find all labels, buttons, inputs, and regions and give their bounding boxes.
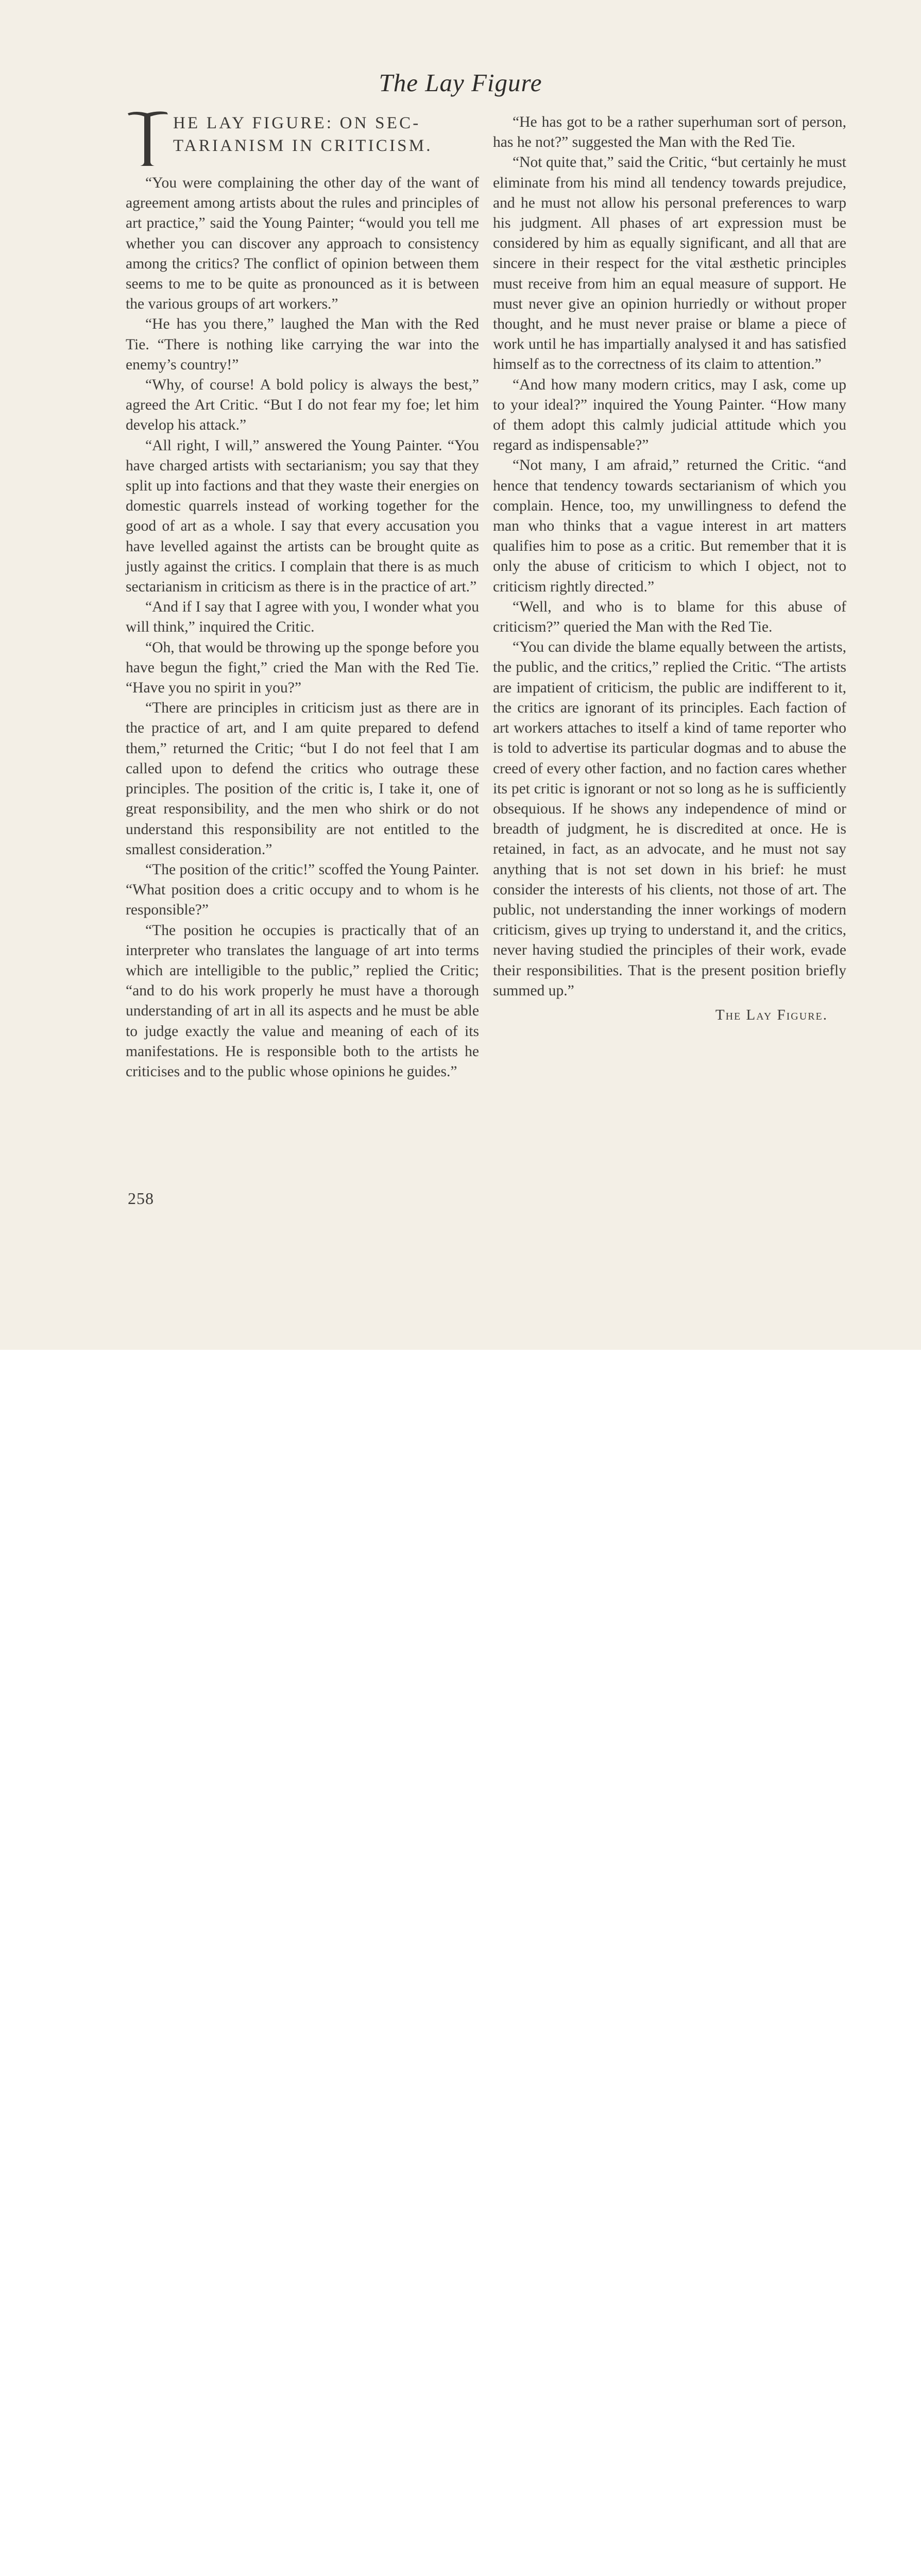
paragraph: “And how many modern critics, may I ask, come up to your ideal?” inquired the Young Painter. “How many of them adopt this calmly judicial attitude which you regard as indispensable?”: [493, 376, 846, 454]
page-number: 258: [128, 1189, 154, 1208]
paragraph: “The position he occupies is practically that of an interpreter who translates the language of art into terms which are intelligible to the public,” replied the Critic; “and to do his work properly he must have a thorough understanding of art in all its aspects and he must be able to judge exactly the value and meaning of each of its manifestations. He is responsible both to the artists he criticises and to the public whose opinions he guides.”: [126, 922, 479, 1080]
article-title: [126, 112, 479, 170]
paragraph: “Why, of course! A bold policy is always the best,” agreed the Art Critic. “But I do not fear my foe; let him develop his attack.”: [126, 377, 479, 434]
paragraph: “He has you there,” laughed the Man with the Red Tie. “There is nothing like carrying the war into the enemy’s country!”: [126, 316, 479, 373]
paragraph: “Not quite that,” said the Critic, “but certainly he must eliminate from his mind all tendency towards prejudice, and he must not allow his personal preferences to warp his judgment. All phases of art expression must be considered by him as equally significant, and all that are sincere in their respect for the vital æsthetic principles must receive from him an equal measure of support. He must never give an opinion hurriedly or without proper thought, and he must never praise or blame a piece of work until he has impartially analysed it and has satisfied himself as to the correctness of its claim to attention.”: [493, 154, 846, 373]
paragraph: “You can divide the blame equally between the artists, the public, and the critics,” replied the Critic. “The artists are impatient of criticism, the public are indifferent to it, the critics are ignorant of its principles. Each faction of art workers attaches to itself a kind of tame reporter who is told to advertise its particular dogmas and to abuse the creed of every other faction, and no faction cares whether its pet critic is ignorant or not so long as he is sufficiently obsequious. If he shows any independence of mind or breadth of judgment, he is discredited at once. He is retained, in fact, as an advocate, and he must not say anything that is not set down in his brief: he must consider the interests of his clients, not those of art. The public, not understanding the inner workings of modern criticism, gives up trying to understand it, and the critics, never having studied the principles of their work, evade their responsibilities. That is the present position briefly summed up.”: [493, 639, 846, 999]
paragraph: “Oh, that would be throwing up the sponge before you have begun the fight,” cried the Man with the Red Tie. “Have you no spirit in you?”: [126, 639, 479, 697]
running-head: The Lay Figure: [379, 69, 542, 97]
paragraph: “Not many, I am afraid,” returned the Critic. “and hence that tendency towards sectarianism of which you complain. Hence, too, my unwillingness to defend the man who thinks that a vague interest in art matters qualifies him to pose as a critic. But remember that it is only the abuse of criticism to which I object, not to criticism rightly directed.”: [493, 457, 846, 595]
drop-cap-t: [126, 110, 169, 167]
author-signature: The Lay Figure.: [715, 1006, 828, 1023]
paragraph: “The position of the critic!” scoffed the Young Painter. “What position does a critic occupy and to whom is he responsible?”: [126, 861, 479, 919]
viewer-footer: [0, 1350, 921, 1393]
title-line-1: HE LAY FIGURE: ON SEC-: [173, 114, 421, 132]
paragraph: “And if I say that I agree with you, I wonder what you will think,” inquired the Critic.: [126, 599, 479, 636]
paragraph: “There are principles in criticism just as there are in the practice of art, and I am quite prepared to defend them,” returned the Critic; “but I do not feel that I am called upon to defend the critics who outrage these principles. The position of the critic is, I take it, one of great responsibility, and the men who shirk or do not understand this responsibility are not entitled to the smallest consideration.”: [126, 700, 479, 858]
left-column: [126, 112, 479, 1082]
paragraph: “Well, and who is to blame for this abuse of criticism?” queried the Man with the Red Tie.: [493, 598, 846, 636]
title-line-2: TARIANISM IN CRITICISM.: [173, 137, 433, 155]
right-column: [493, 112, 846, 1025]
paragraph: “All right, I will,” answered the Young Painter. “You have charged artists with sectarianism; you say that they split up into factions and that they waste their energies on domestic quarrels instead of working together for the good of art as a whole. I say that every accusation you have levelled against the artists can be brought quite as justly against the critics. I complain that there is as much sectarianism in criticism as there is in the practice of art.”: [126, 437, 479, 596]
paragraph: “He has got to be a rather superhuman sort of person, has he not?” suggested the Man with the Red Tie.: [493, 114, 846, 151]
paragraph: “You were complaining the other day of the want of agreement among artists about the rules and principles of art practice,” said the Young Painter; “would you tell me whether you can discover any approach to consistency among the critics? The conflict of opinion between them seems to me to be quite as pronounced as it is between the various groups of art workers.”: [126, 175, 479, 313]
